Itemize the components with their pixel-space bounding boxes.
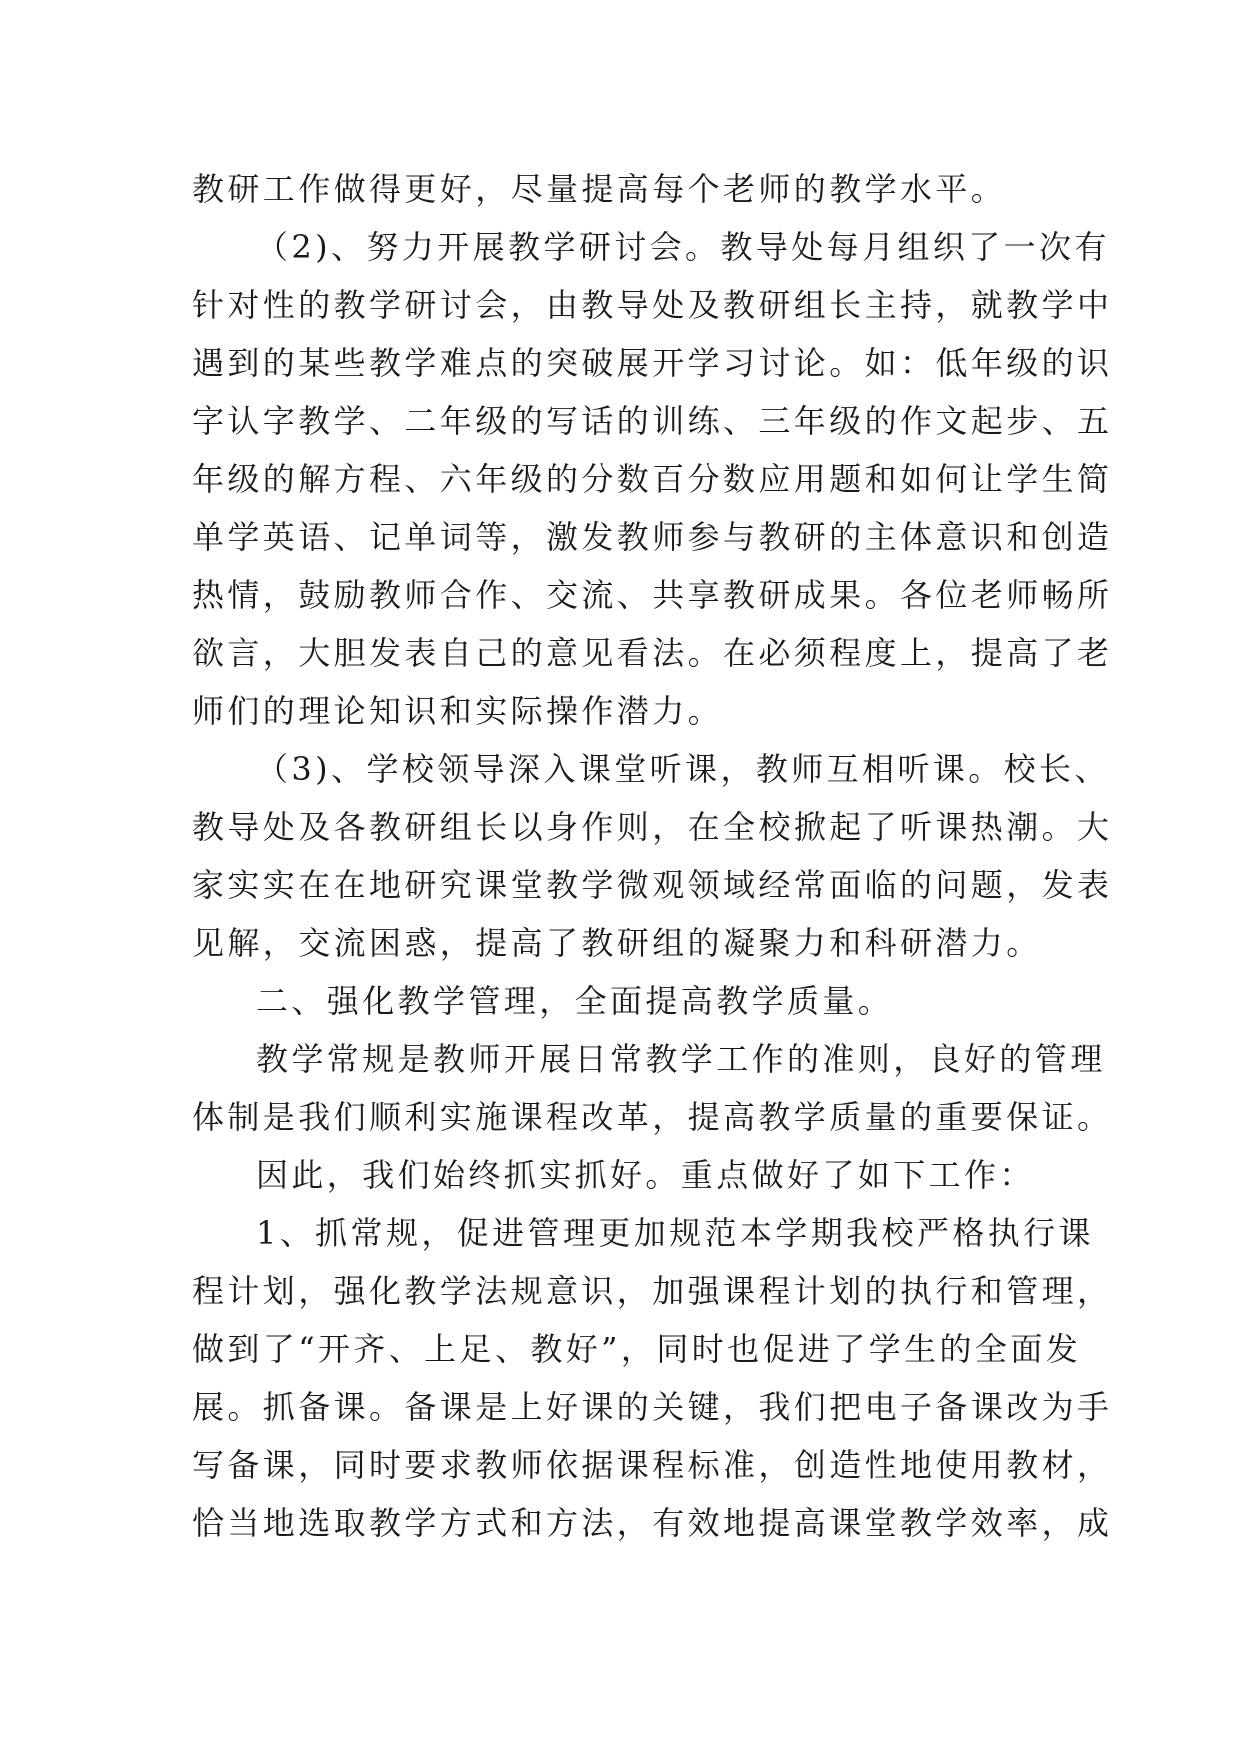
text-line: 1、抓常规，促进管理更加规范本学期我校严格执行课 bbox=[256, 1214, 1094, 1252]
text-line: 做到了“开齐、上足、教好”，同时也促进了学生的全面发 bbox=[192, 1330, 1082, 1368]
text-line: 师们的理论知识和实际操作潜力。 bbox=[192, 692, 724, 730]
text-line: 单学英语、记单词等，激发教师参与教研的主体意识和创造 bbox=[192, 518, 1113, 556]
text-line: （2)、努力开展教学研讨会。教导处每月组织了一次有 bbox=[256, 228, 1110, 266]
text-line: 遇到的某些教学难点的突破展开学习讨论。如：低年级的识 bbox=[192, 344, 1113, 382]
text-line: 展。抓备课。备课是上好课的关键，我们把电子备课改为手 bbox=[192, 1388, 1113, 1426]
text-line: 字认字教学、二年级的写话的训练、三年级的作文起步、五 bbox=[192, 402, 1113, 440]
text-line: 写备课，同时要求教师依据课程标准，创造性地使用教材， bbox=[192, 1446, 1113, 1484]
text-line: 欲言，大胆发表自己的意见看法。在必须程度上，提高了老 bbox=[192, 634, 1113, 672]
text-line: 热情，鼓励教师合作、交流、共享教研成果。各位老师畅所 bbox=[192, 576, 1113, 614]
text-line: （3)、学校领导深入课堂听课，教师互相听课。校长、 bbox=[256, 750, 1110, 788]
text-line: 因此，我们始终抓实抓好。重点做好了如下工作： bbox=[256, 1156, 1035, 1194]
text-line: 体制是我们顺利实施课程改革，提高教学质量的重要保证。 bbox=[192, 1098, 1113, 1136]
text-line: 教研工作做得更好，尽量提高每个老师的教学水平。 bbox=[192, 170, 1007, 208]
text-line: 恰当地选取教学方式和方法，有效地提高课堂教学效率，成 bbox=[192, 1504, 1113, 1542]
document-body bbox=[192, 160, 1113, 1552]
text-line: 见解，交流困惑，提高了教研组的凝聚力和科研潜力。 bbox=[192, 924, 1042, 962]
text-line: 教学常规是教师开展日常教学工作的准则，良好的管理 bbox=[256, 1040, 1106, 1078]
text-line: 针对性的教学研讨会，由教导处及教研组长主持，就教学中 bbox=[192, 286, 1113, 324]
text-line: 教导处及各教研组长以身作则，在全校掀起了听课热潮。大 bbox=[192, 808, 1113, 846]
text-line: 程计划，强化教学法规意识，加强课程计划的执行和管理， bbox=[192, 1272, 1113, 1310]
text-line: 年级的解方程、六年级的分数百分数应用题和如何让学生简 bbox=[192, 460, 1113, 498]
section-heading: 二、强化教学管理，全面提高教学质量。 bbox=[256, 982, 894, 1020]
text-line: 家实实在在地研究课堂教学微观领域经常面临的问题，发表 bbox=[192, 866, 1113, 904]
